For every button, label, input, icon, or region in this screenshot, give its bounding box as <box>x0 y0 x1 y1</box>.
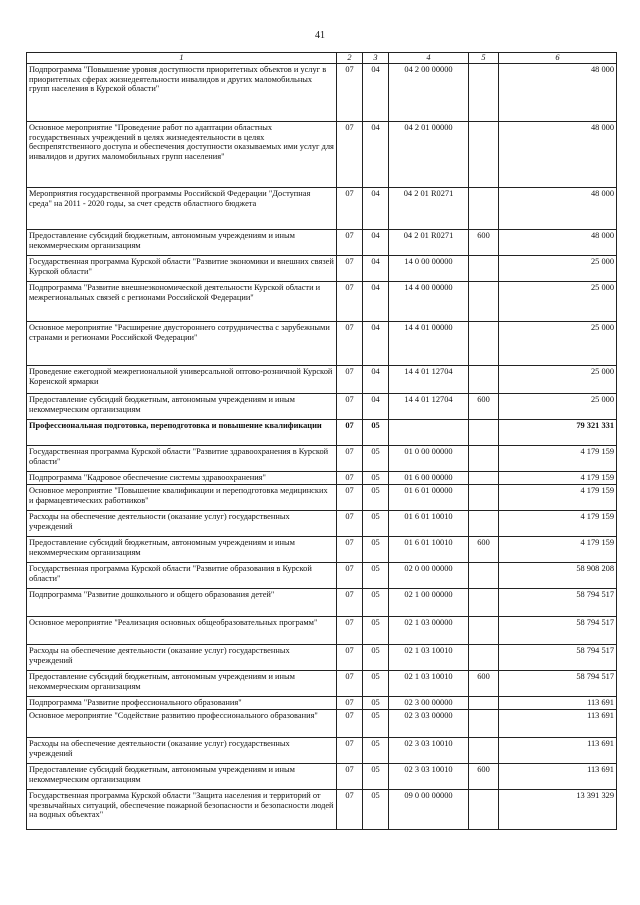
row-name-cell: Подпрограмма "Повышение уровня доступности приоритетных объектов и услуг в приоритетных сферах жизнедеятельности инвалидов и других маломобильных групп населения в Курской области" <box>27 63 337 121</box>
row-section-cell: 07 <box>337 484 363 510</box>
row-target-article-cell: 04 2 01 R0271 <box>389 187 469 229</box>
row-subsection-cell: 05 <box>363 789 389 829</box>
row-section-cell: 07 <box>337 229 363 255</box>
row-name-cell: Расходы на обеспечение деятельности (оказание услуг) государственных учреждений <box>27 644 337 670</box>
row-subsection-cell: 05 <box>363 471 389 484</box>
row-amount-cell: 58 794 517 <box>499 644 617 670</box>
row-section-cell: 07 <box>337 763 363 789</box>
row-expense-type-cell: 600 <box>469 393 499 419</box>
table-row <box>27 365 617 393</box>
table-row <box>27 763 617 789</box>
row-amount-cell: 58 794 517 <box>499 588 617 616</box>
row-section-cell: 07 <box>337 321 363 365</box>
row-target-article-cell: 02 0 00 00000 <box>389 562 469 588</box>
row-section-cell: 07 <box>337 670 363 696</box>
row-subsection-cell: 04 <box>363 229 389 255</box>
table-row <box>27 255 617 281</box>
row-expense-type-cell: 600 <box>469 763 499 789</box>
row-name-cell: Основное мероприятие "Расширение двустороннего сотрудничества с зарубежными странами и регионами Российской Федерации" <box>27 321 337 365</box>
row-name-cell: Мероприятия государственной программы Российской Федерации "Доступная среда" на 2011 - 2020 годы, за счет средств областного бюджета <box>27 187 337 229</box>
row-target-article-cell: 02 3 03 10010 <box>389 763 469 789</box>
row-expense-type-cell <box>469 255 499 281</box>
row-amount-cell: 13 391 329 <box>499 789 617 829</box>
row-expense-type-cell <box>469 321 499 365</box>
row-amount-cell: 113 691 <box>499 763 617 789</box>
row-target-article-cell: 14 4 01 00000 <box>389 321 469 365</box>
table-row <box>27 588 617 616</box>
table-row <box>27 187 617 229</box>
row-subsection-cell: 05 <box>363 763 389 789</box>
row-subsection-cell: 05 <box>363 419 389 445</box>
column-header-amount: 6 <box>499 53 617 64</box>
row-amount-cell: 25 000 <box>499 281 617 321</box>
row-section-cell: 07 <box>337 187 363 229</box>
row-expense-type-cell <box>469 709 499 737</box>
row-subsection-cell: 04 <box>363 63 389 121</box>
column-header-name: 1 <box>27 53 337 64</box>
row-section-cell: 07 <box>337 644 363 670</box>
row-amount-cell: 58 908 208 <box>499 562 617 588</box>
table-row <box>27 321 617 365</box>
row-target-article-cell: 01 6 00 00000 <box>389 471 469 484</box>
table-row <box>27 670 617 696</box>
table-row <box>27 709 617 737</box>
row-expense-type-cell <box>469 644 499 670</box>
row-target-article-cell: 01 6 01 00000 <box>389 484 469 510</box>
row-subsection-cell: 05 <box>363 484 389 510</box>
row-expense-type-cell <box>469 187 499 229</box>
table-row <box>27 484 617 510</box>
row-expense-type-cell <box>469 510 499 536</box>
row-name-cell: Профессиональная подготовка, переподготовка и повышение квалификации <box>27 419 337 445</box>
row-subsection-cell: 05 <box>363 510 389 536</box>
row-target-article-cell: 02 1 03 10010 <box>389 644 469 670</box>
row-amount-cell: 25 000 <box>499 365 617 393</box>
row-target-article-cell: 14 4 01 12704 <box>389 365 469 393</box>
row-name-cell: Подпрограмма "Кадровое обеспечение системы здравоохранения" <box>27 471 337 484</box>
row-expense-type-cell <box>469 365 499 393</box>
row-section-cell: 07 <box>337 365 363 393</box>
row-amount-cell: 58 794 517 <box>499 616 617 644</box>
row-name-cell: Основное мероприятие "Содействие развитию профессионального образования" <box>27 709 337 737</box>
row-amount-cell: 4 179 159 <box>499 510 617 536</box>
row-subsection-cell: 04 <box>363 255 389 281</box>
row-amount-cell: 113 691 <box>499 696 617 709</box>
row-expense-type-cell: 600 <box>469 536 499 562</box>
row-subsection-cell: 05 <box>363 670 389 696</box>
table-header-row <box>27 53 617 64</box>
row-target-article-cell: 02 1 00 00000 <box>389 588 469 616</box>
row-section-cell: 07 <box>337 536 363 562</box>
row-name-cell: Подпрограмма "Развитие внешнеэкономической деятельности Курской области и межрегиональных связей с регионами Российской Федерации" <box>27 281 337 321</box>
row-target-article-cell: 14 0 00 00000 <box>389 255 469 281</box>
row-subsection-cell: 05 <box>363 644 389 670</box>
row-expense-type-cell <box>469 281 499 321</box>
row-section-cell: 07 <box>337 616 363 644</box>
row-subsection-cell: 04 <box>363 121 389 187</box>
row-amount-cell: 4 179 159 <box>499 471 617 484</box>
row-expense-type-cell <box>469 588 499 616</box>
row-subsection-cell: 05 <box>363 536 389 562</box>
row-subsection-cell: 04 <box>363 281 389 321</box>
row-target-article-cell: 14 4 00 00000 <box>389 281 469 321</box>
row-expense-type-cell <box>469 121 499 187</box>
row-amount-cell: 79 321 331 <box>499 419 617 445</box>
column-header-target-article: 4 <box>389 53 469 64</box>
row-amount-cell: 25 000 <box>499 255 617 281</box>
row-subsection-cell: 05 <box>363 445 389 471</box>
row-target-article-cell: 09 0 00 00000 <box>389 789 469 829</box>
row-expense-type-cell <box>469 484 499 510</box>
row-name-cell: Предоставление субсидий бюджетным, автономным учреждениям и иным некоммерческим организациям <box>27 393 337 419</box>
row-subsection-cell: 05 <box>363 616 389 644</box>
table-row <box>27 737 617 763</box>
table-row <box>27 229 617 255</box>
row-amount-cell: 48 000 <box>499 63 617 121</box>
table-row <box>27 419 617 445</box>
row-expense-type-cell: 600 <box>469 229 499 255</box>
row-name-cell: Основное мероприятие "Проведение работ по адаптации областных государственных учреждений в целях жизнедеятельности в целях беспрепятственного доступа и обеспечения доступности оказываемых ими услуг для инвалидов и других маломобильных групп населения" <box>27 121 337 187</box>
row-amount-cell: 25 000 <box>499 321 617 365</box>
row-subsection-cell: 05 <box>363 696 389 709</box>
row-name-cell: Подпрограмма "Развитие профессионального образования" <box>27 696 337 709</box>
row-section-cell: 07 <box>337 696 363 709</box>
row-name-cell: Основное мероприятие "Повышение квалификации и переподготовка медицинских и фармацевтических работников" <box>27 484 337 510</box>
row-name-cell: Расходы на обеспечение деятельности (оказание услуг) государственных учреждений <box>27 737 337 763</box>
column-header-subsection: 3 <box>363 53 389 64</box>
row-target-article-cell: 02 1 03 10010 <box>389 670 469 696</box>
row-amount-cell: 4 179 159 <box>499 445 617 471</box>
row-target-article-cell: 02 3 03 10010 <box>389 737 469 763</box>
row-target-article-cell: 01 0 00 00000 <box>389 445 469 471</box>
table-row <box>27 471 617 484</box>
row-target-article-cell: 04 2 01 R0271 <box>389 229 469 255</box>
row-name-cell: Подпрограмма "Развитие дошкольного и общего образования детей" <box>27 588 337 616</box>
row-section-cell: 07 <box>337 393 363 419</box>
table-row <box>27 445 617 471</box>
row-subsection-cell: 04 <box>363 393 389 419</box>
table-row <box>27 121 617 187</box>
row-target-article-cell: 02 3 00 00000 <box>389 696 469 709</box>
row-section-cell: 07 <box>337 255 363 281</box>
row-section-cell: 07 <box>337 562 363 588</box>
column-header-expense-type: 5 <box>469 53 499 64</box>
row-name-cell: Расходы на обеспечение деятельности (оказание услуг) государственных учреждений <box>27 510 337 536</box>
row-section-cell: 07 <box>337 445 363 471</box>
row-expense-type-cell: 600 <box>469 670 499 696</box>
row-amount-cell: 25 000 <box>499 393 617 419</box>
row-name-cell: Основное мероприятие "Реализация основных общеобразовательных программ" <box>27 616 337 644</box>
row-amount-cell: 48 000 <box>499 229 617 255</box>
row-amount-cell: 4 179 159 <box>499 536 617 562</box>
table-row <box>27 696 617 709</box>
table-row <box>27 393 617 419</box>
row-amount-cell: 48 000 <box>499 121 617 187</box>
row-name-cell: Государственная программа Курской области "Развитие здравоохранения в Курской области" <box>27 445 337 471</box>
row-section-cell: 07 <box>337 588 363 616</box>
row-subsection-cell: 05 <box>363 588 389 616</box>
row-expense-type-cell <box>469 616 499 644</box>
budget-table <box>26 52 617 830</box>
row-expense-type-cell <box>469 63 499 121</box>
table-body <box>27 63 617 829</box>
column-header-section: 2 <box>337 53 363 64</box>
row-section-cell: 07 <box>337 419 363 445</box>
table-row <box>27 562 617 588</box>
row-expense-type-cell <box>469 471 499 484</box>
table-row <box>27 281 617 321</box>
table-row <box>27 510 617 536</box>
row-name-cell: Государственная программа Курской области "Развитие экономики и внешних связей Курской области" <box>27 255 337 281</box>
row-section-cell: 07 <box>337 709 363 737</box>
row-expense-type-cell <box>469 737 499 763</box>
row-amount-cell: 58 794 517 <box>499 670 617 696</box>
row-name-cell: Государственная программа Курской области "Защита населения и территорий от чрезвычайных ситуаций, обеспечение пожарной безопасности и безопасности людей на водных объектах" <box>27 789 337 829</box>
row-section-cell: 07 <box>337 471 363 484</box>
row-name-cell: Предоставление субсидий бюджетным, автономным учреждениям и иным некоммерческим организациям <box>27 229 337 255</box>
row-subsection-cell: 05 <box>363 737 389 763</box>
row-name-cell: Предоставление субсидий бюджетным, автономным учреждениям и иным некоммерческим организациям <box>27 763 337 789</box>
row-target-article-cell: 02 1 03 00000 <box>389 616 469 644</box>
row-expense-type-cell <box>469 445 499 471</box>
row-amount-cell: 113 691 <box>499 737 617 763</box>
row-amount-cell: 4 179 159 <box>499 484 617 510</box>
row-target-article-cell: 04 2 00 00000 <box>389 63 469 121</box>
row-name-cell: Государственная программа Курской области "Развитие образования в Курской области" <box>27 562 337 588</box>
page-number: 41 <box>315 30 325 41</box>
row-section-cell: 07 <box>337 121 363 187</box>
row-section-cell: 07 <box>337 510 363 536</box>
row-target-article-cell: 14 4 01 12704 <box>389 393 469 419</box>
row-name-cell: Предоставление субсидий бюджетным, автономным учреждениям и иным некоммерческим организациям <box>27 536 337 562</box>
row-expense-type-cell <box>469 696 499 709</box>
row-target-article-cell <box>389 419 469 445</box>
row-subsection-cell: 04 <box>363 321 389 365</box>
row-target-article-cell: 01 6 01 10010 <box>389 510 469 536</box>
row-section-cell: 07 <box>337 789 363 829</box>
table-row <box>27 63 617 121</box>
row-expense-type-cell <box>469 789 499 829</box>
row-subsection-cell: 04 <box>363 365 389 393</box>
table-row <box>27 789 617 829</box>
row-subsection-cell: 05 <box>363 709 389 737</box>
row-name-cell: Предоставление субсидий бюджетным, автономным учреждениям и иным некоммерческим организациям <box>27 670 337 696</box>
row-section-cell: 07 <box>337 737 363 763</box>
row-section-cell: 07 <box>337 281 363 321</box>
row-subsection-cell: 05 <box>363 562 389 588</box>
row-section-cell: 07 <box>337 63 363 121</box>
table-row <box>27 644 617 670</box>
row-target-article-cell: 01 6 01 10010 <box>389 536 469 562</box>
row-expense-type-cell <box>469 562 499 588</box>
table-row <box>27 536 617 562</box>
row-amount-cell: 48 000 <box>499 187 617 229</box>
row-amount-cell: 113 691 <box>499 709 617 737</box>
row-expense-type-cell <box>469 419 499 445</box>
row-subsection-cell: 04 <box>363 187 389 229</box>
row-target-article-cell: 04 2 01 00000 <box>389 121 469 187</box>
row-name-cell: Проведение ежегодной межрегиональной универсальной оптово-розничной Курской Коренской ярмарки <box>27 365 337 393</box>
table-row <box>27 616 617 644</box>
row-target-article-cell: 02 3 03 00000 <box>389 709 469 737</box>
